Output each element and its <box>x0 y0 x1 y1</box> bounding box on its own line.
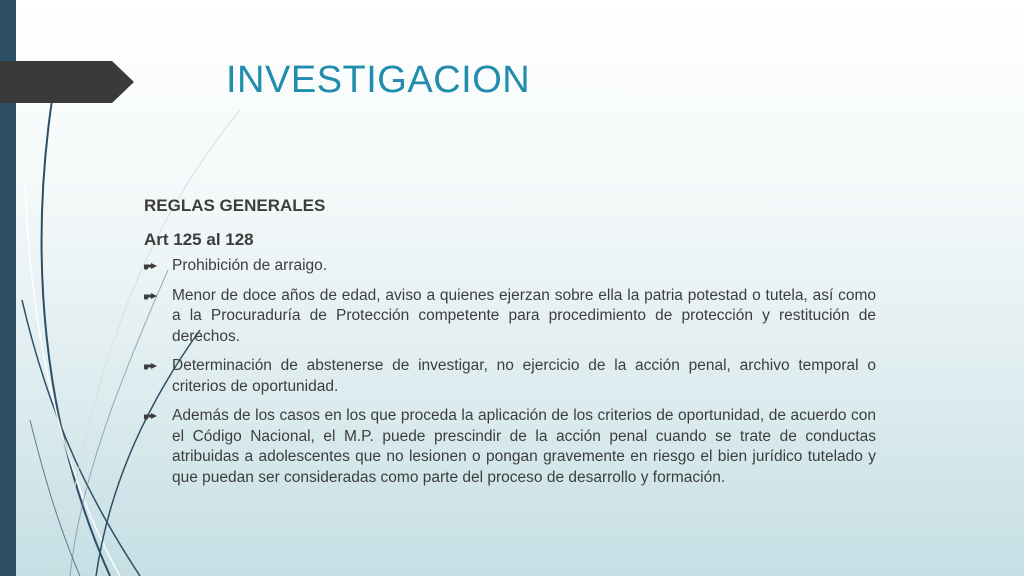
title-tab-arrow <box>0 61 134 103</box>
pointing-hand-icon <box>144 361 158 371</box>
article-reference: Art 125 al 128 <box>144 230 254 249</box>
list-item <box>144 286 876 348</box>
slide-content <box>144 194 876 497</box>
list-item-text: Prohibición de arraigo. <box>172 257 328 274</box>
pointing-hand-icon <box>144 291 158 301</box>
pointing-hand-icon <box>144 411 158 421</box>
slide-title: INVESTIGACION <box>226 59 531 101</box>
list-item-text: Además de los casos en los que proceda la aplicación de los criterios de oportunidad, de acuerdo con el Código Nacional, el M.P. puede prescindir de la acción penal cuando se trate de conductas atribuidas a adolescentes que no lesionen o pongan gravemente en riesgo el bien jurídico tutelado y que puedan ser consideradas como parte del proceso de desarrollo y formación. <box>172 407 876 486</box>
list-item-text: Determinación de abstenerse de investigar, no ejercicio de la acción penal, archivo temporal o criterios de oportunidad. <box>172 357 876 395</box>
list-item <box>144 256 876 277</box>
list-item <box>144 356 876 397</box>
list-item <box>144 406 876 488</box>
bullet-list <box>144 256 876 488</box>
pointing-hand-icon <box>144 261 158 271</box>
list-item-text: Menor de doce años de edad, aviso a quienes ejerzan sobre ella la patria potestad o tutela, así como a la Procuraduría de Protección competente para procedimiento de protección y restitución de derechos. <box>172 286 876 345</box>
section-heading: REGLAS GENERALES <box>144 196 326 215</box>
